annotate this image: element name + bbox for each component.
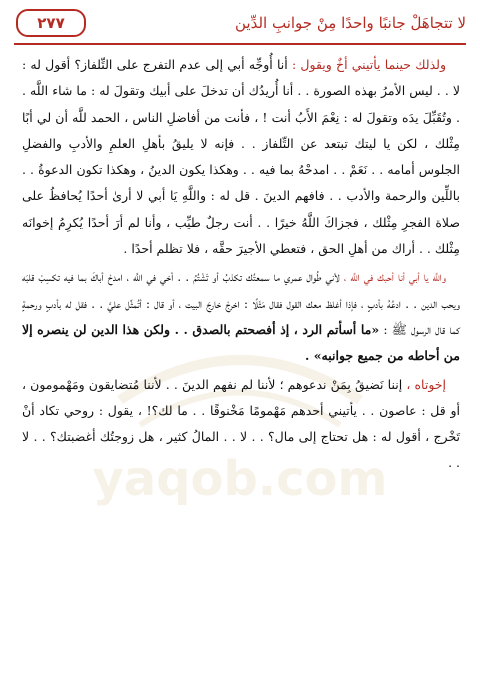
paragraph-3 bbox=[22, 372, 460, 477]
paragraph-2 bbox=[22, 264, 460, 369]
header-divider bbox=[14, 43, 466, 45]
paragraph-1 bbox=[22, 52, 460, 262]
paragraph-1-lead: ولذلك حينما يأتيني أخٌ ويقول : bbox=[291, 57, 446, 72]
paragraph-3-text: إننا نَضيقُ بِمَنْ ندعوهم ؛ لأننا لم نفهم الدينَ . . لأننا مُتضايقون ومَهْمومون ، أو قل : عاصون . . يأتيني أحدهم مَهْمومًا مَخْنوقًا . . ما لك؟! ، يقول : روحي تكاد أنْ تَخْرج ، أقول له : هل تحتاج إلى مال؟ . . لا . . المالُ كثير ، هل زوجتُك أغضبتك؟ . . لا . . bbox=[22, 376, 460, 471]
running-title: لا تتجاهَلْ جانبًا واحدًا مِنْ جوانبِ الدِّين bbox=[235, 14, 466, 32]
paragraph-2-lead: واللَّه يا أبي أنا أحبك في اللَّه ، bbox=[343, 269, 446, 285]
paragraph-1-text: أنا أُوجِّه أبي إلى عدم التفرج على التِّلفاز؟ أقول له : لا . . ليس الأمرُ بهذه الصورة . . أنا أُريدُك أن تدخلَ على أبيك وتقولَ له : ما شاء اللَّه . . وتُقَبِّلَ يدَه وتقولَ له : نِعْمَ الأَبُ أنت ! ، فأنت من أفاضلِ الناس ، الحمد للَّه أن لي أبًا مِثْلك ، لكن يا ليتك تبتعد عن التِّلفاز . . فإنه لا يليقُ بأهلِ العلمِ والأدبِ والفضلِ الجلوس أمامه . . نَعَمْ . . امدحْهُ بما فيه . . وهكذا يكون الدينُ ، وهكذا تكون الدعوةُ . . باللِّين والرحمة والأدب . . فافهم الدينَ . قل له : واللَّهِ يَا أبي لا أرىٰ أحدًا يُحافظُ على صلاة الفجرِ مِثْلك ، فجزاكَ اللَّهُ خيرًا . . أنت رجلٌ طيِّب ، وأنا لم أرَ أحدًا يُكرِمُ إخوانَه مِثْلك . . أراك من أهلِ الحق ، فتعطي الأجيرَ حقَّه ، فلا تظلم أحدًا . bbox=[22, 57, 460, 257]
page-number-badge: ٢٧٧ bbox=[16, 9, 86, 37]
hadith-quote: «ما أسأتم الرد ، إذ أفصحتم بالصدق . . ولكن هذا الدين لن ينصره إلا من أحاطه من جميع جوانبه» . bbox=[22, 321, 460, 364]
paragraph-3-lead: إخوتاه ، bbox=[406, 376, 446, 392]
page-header bbox=[16, 8, 466, 38]
page-body bbox=[22, 52, 460, 479]
paragraph-2-text: لأني طُوال عمري ما سمعتُك تكذبُ أو تَشْتُمُ . . أخي في اللَّه ، امدحْ أباكَ بما فيه تكسِبْ قلبَه ويحب الدين . . ادعُهُ بأدبٍ ، فإذا أغلظ معك القول فقال مَثَلًا : اخرجْ خارجَ البيت ، أو قال : أتُمثِّل عليَّ . . فقل له بأدبٍ ورحمةٍ كما قال الرسول ﷺ : bbox=[22, 269, 460, 337]
watermark-text: yaqob.com bbox=[92, 451, 388, 507]
